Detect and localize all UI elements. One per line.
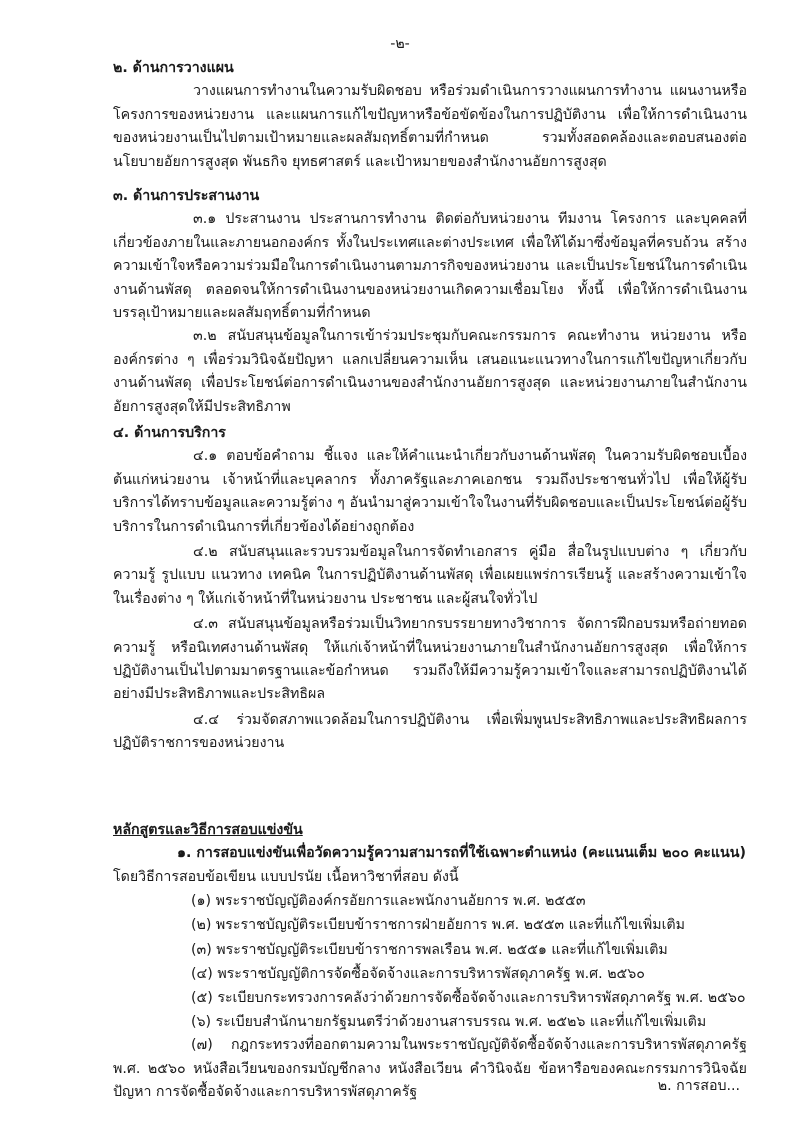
page-number: -๒- [390, 36, 410, 52]
subject-item: (๕) ระเบียบกระทรวงการคลังว่าด้วยการจัดซื้อจัดจ้างและการบริหารพัสดุภาครัฐ พ.ศ. ๒๕๖๐ [191, 990, 746, 1007]
section-exam [113, 819, 747, 1105]
subject-item: (๗) กฎกระทรวงที่ออกตามความในพระราชบัญญัติจัดซื้อจัดจ้างและการบริหารพัสดุภาครัฐ พ.ศ. ๒๕๖๐ หนังสือเวียนของกรมบัญชีกลาง หนังสือเวียน คำวินิจฉัย ข้อหารือของคณะกรรมการวินิจฉัยปัญหา การจัดซื้อจัดจ้างและการบริหารพัสดุภาครัฐ [113, 1037, 747, 1101]
section-heading: ๓. ด้านการประสานงาน [113, 188, 260, 204]
section-planning [113, 57, 747, 174]
paragraph: ๔.๒ สนับสนุนและรวบรวมข้อมูลในการจัดทำเอกสาร คู่มือ สื่อในรูปแบบต่าง ๆ เกี่ยวกับความรู้ รูปแบบ แนวทาง เทคนิค ในการปฏิบัติงานด้านพัสดุ เพื่อเผยแพร่การเรียนรู้ และสร้างความเข้าใจในเรื่องต่าง ๆ ให้แก่เจ้าหน้าที่ในหน่วยงาน ประชาชน และผู้สนใจทั่วไป [113, 544, 747, 607]
exam-title: หลักสูตรและวิธีการสอบแข่งขัน [113, 822, 303, 838]
section-coordination [113, 185, 747, 419]
subject-item: (๔) พระราชบัญญัติการจัดซื้อจัดจ้างและการบริหารพัสดุภาครัฐ พ.ศ. ๒๕๖๐ [191, 965, 645, 982]
continued-marker: ๒. การสอบ... [657, 1078, 740, 1094]
subject-item: (๓) พระราชบัญญัติระเบียบข้าราชการพลเรือน พ.ศ. ๒๕๕๑ และที่แก้ไขเพิ่มเติม [191, 941, 668, 958]
exam-method: โดยวิธีการสอบข้อเขียน แบบปรนัย เนื้อหาวิชาที่สอบ ดังนี้ [113, 868, 459, 885]
exam-part1-heading: ๑. การสอบแข่งขันเพื่อวัดความรู้ความสามารถที่ใช้เฉพาะตำแหน่ง (คะแนนเต็ม ๒๐๐ คะแนน) [177, 845, 746, 862]
paragraph: ๔.๓ สนับสนุนข้อมูลหรือร่วมเป็นวิทยากรบรรยายทางวิชาการ จัดการฝึกอบรมหรือถ่ายทอดความรู้ หรือนิเทศงานด้านพัสดุ ให้แก่เจ้าหน้าที่ในหน่วยงานภายในสำนักงานอัยการสูงสุด เพื่อให้การปฏิบัติงานเป็นไปตามมาตรฐานและข้อกำหนด รวมถึงให้มีความรู้ความเข้าใจและสามารถปฏิบัติงานได้อย่างมีประสิทธิภาพและประสิทธิผล [113, 616, 747, 703]
paragraph: วางแผนการทำงานในความรับผิดชอบ หรือร่วมดำเนินการวางแผนการทำงาน แผนงานหรือโครงการของหน่วยงาน และแผนการแก้ไขปัญหาหรือข้อขัดข้องในการปฏิบัติงาน เพื่อให้การดำเนินงานของหน่วยงานเป็นไปตามเป้าหมายและผลสัมฤทธิ์ตามที่กำหนด รวมทั้งสอดคล้องและตอบสนองต่อนโยบายอัยการสูงสุด พันธกิจ ยุทธศาสตร์ และเป้าหมายของสำนักงานอัยการสูงสุด [113, 83, 747, 170]
section-heading: ๔. ด้านการบริการ [113, 425, 226, 441]
subject-item: (๑) พระราชบัญญัติองค์กรอัยการและพนักงานอัยการ พ.ศ. ๒๕๕๓ [191, 893, 586, 910]
section-service [113, 422, 747, 756]
section-heading: ๒. ด้านการวางแผน [113, 60, 234, 76]
paragraph: ๔.๔ ร่วมจัดสภาพแวดล้อมในการปฏิบัติงาน เพื่อเพิ่มพูนประสิทธิภาพและประสิทธิผลการปฏิบัติราชการของหน่วยงาน [113, 711, 747, 752]
paragraph: ๓.๒ สนับสนุนข้อมูลในการเข้าร่วมประชุมกับคณะกรรมการ คณะทำงาน หน่วยงาน หรือองค์กรต่าง ๆ เพื่อร่วมวินิจฉัยปัญหา แลกเปลี่ยนความเห็น เสนอแนะแนวทางในการแก้ไขปัญหาเกี่ยวกับงานด้านพัสดุ เพื่อประโยชน์ต่อการดำเนินงานของสำนักงานอัยการสูงสุด และหน่วยงานภายในสำนักงานอัยการสูงสุดให้มีประสิทธิภาพ [113, 328, 747, 415]
paragraph: ๓.๑ ประสานงาน ประสานการทำงาน ติดต่อกับหน่วยงาน ทีมงาน โครงการ และบุคคลที่เกี่ยวข้องภายในและภายนอกองค์กร ทั้งในประเทศและต่างประเทศ เพื่อให้ได้มาซึ่งข้อมูลที่ครบถ้วน สร้างความเข้าใจหรือความร่วมมือในการดำเนินงานตามภารกิจของหน่วยงาน และเป็นประโยชน์ในการดำเนินงานด้านพัสดุ ตลอดจนให้การดำเนินงานของหน่วยงานเกิดความเชื่อมโยง ทั้งนี้ เพื่อให้การดำเนินงานบรรลุเป้าหมายและผลสัมฤทธิ์ตามที่กำหนด [113, 211, 747, 322]
subject-item: (๒) พระราชบัญญัติระเบียบข้าราชการฝ่ายอัยการ พ.ศ. ๒๕๕๓ และที่แก้ไขเพิ่มเติม [191, 917, 685, 934]
subject-item: (๖) ระเบียบสำนักนายกรัฐมนตรีว่าด้วยงานสารบรรณ พ.ศ. ๒๕๒๖ และที่แก้ไขเพิ่มเติม [191, 1014, 707, 1031]
paragraph: ๔.๑ ตอบข้อคำถาม ชี้แจง และให้คำแนะนำเกี่ยวกับงานด้านพัสดุ ในความรับผิดชอบเบื้องต้นแก่หน่วยงาน เจ้าหน้าที่และบุคลากร ทั้งภาครัฐและภาคเอกชน รวมถึงประชาชนทั่วไป เพื่อให้ผู้รับบริการได้ทราบข้อมูลและความรู้ต่าง ๆ อันนำมาสู่ความเข้าใจในงานที่รับผิดชอบและเป็นประโยชน์ต่อผู้รับบริการในการดำเนินการที่เกี่ยวข้องได้อย่างถูกต้อง [113, 448, 747, 535]
